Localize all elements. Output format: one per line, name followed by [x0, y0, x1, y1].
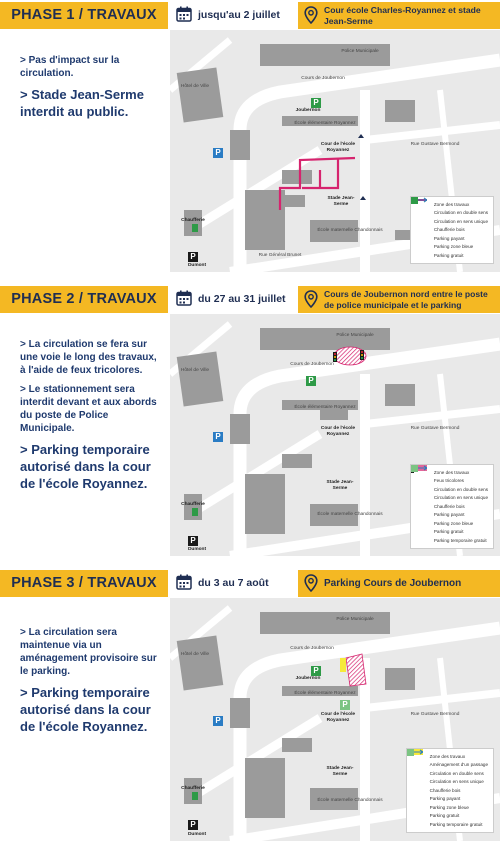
legend-label: Parking zone bleue	[433, 244, 474, 250]
label-cours: Cours de Joubernon	[290, 646, 334, 651]
label-chaufferie: Chaufferie	[181, 218, 205, 223]
label-dumont: Dumont	[187, 263, 207, 268]
traffic-light-icon	[416, 477, 434, 485]
phase-date	[168, 2, 298, 29]
description-paragraph: > Le stationnement sera interdit devant et aux abords du poste de Police Municipale.	[20, 384, 157, 434]
parking-blue-icon	[416, 243, 434, 251]
legend-label: Parking gratuit	[433, 252, 464, 258]
legend-label: Chaufferie bois	[433, 227, 465, 233]
parking-icon: P	[311, 666, 321, 676]
legend-item	[416, 251, 488, 260]
legend-item	[416, 536, 488, 545]
chaufferie-icon	[416, 502, 434, 510]
parking-icon: P	[306, 376, 316, 386]
legend-label: Parking payant	[433, 512, 465, 518]
description-paragraph: > La circulation sera maintenue via un aménagement provisoire sur le parking.	[20, 627, 157, 677]
calendar-icon	[176, 6, 192, 22]
label-hotel: Hôtel de Ville	[180, 84, 210, 89]
parking-black-icon	[416, 234, 434, 242]
label-chaufferie: Chaufferie	[181, 502, 205, 507]
calendar-icon	[176, 574, 192, 590]
label-chaufferie: Chaufferie	[181, 786, 205, 791]
legend-item	[416, 209, 488, 218]
date-text: jusqu'au 2 juillet	[198, 9, 280, 21]
legend-label: Zone des travaux	[433, 201, 470, 207]
date-text: du 27 au 31 juillet	[198, 293, 286, 305]
description-paragraph-highlight: > Stade Jean-Serme interdit au public.	[20, 87, 144, 119]
legend-item	[416, 477, 488, 486]
parking-icon: P	[311, 98, 321, 108]
description-paragraph: > Pas d'impact sur la circulation.	[20, 55, 120, 79]
label-hotel: Hôtel de Ville	[180, 368, 210, 373]
legend-label: Circulation en double sens	[433, 210, 488, 216]
legend-item	[412, 803, 488, 812]
legend-label: Circulation en sens unique	[433, 218, 488, 224]
parking-icon: P	[188, 536, 198, 546]
label-cours: Cours de Joubernon	[301, 76, 345, 81]
legend-label: Zone des travaux	[433, 469, 470, 475]
legend-item	[412, 820, 488, 829]
label-ecole-elem: École élémentaire Royannez	[294, 691, 356, 696]
parking-black-icon	[416, 511, 434, 519]
single-arrow-icon	[412, 778, 430, 786]
phase-title: PHASE 1 / TRAVAUX	[11, 7, 157, 23]
label-police: Police Municipale	[341, 49, 379, 54]
legend-item	[412, 812, 488, 821]
map-legend	[410, 464, 494, 549]
legend-item	[416, 502, 488, 511]
location-text: Parking Cours de Joubernon	[324, 578, 462, 589]
phase-date	[168, 286, 298, 313]
location-pin-icon	[304, 574, 318, 592]
phase-title: PHASE 3 / TRAVAUX	[11, 575, 157, 591]
description-paragraph-highlight: > Parking temporaire autorisé dans la cour de l'école Royannez.	[20, 442, 151, 491]
chaufferie-icon	[416, 226, 434, 234]
legend-label: Chaufferie bois	[429, 787, 461, 793]
phase-1-header	[0, 2, 500, 29]
double-arrow-icon	[416, 485, 434, 493]
parking-black-icon	[412, 795, 430, 803]
legend-label: Parking zone bleue	[429, 804, 469, 810]
parking-icon: P	[188, 820, 198, 830]
phase-3-map	[170, 598, 500, 841]
parking-blue-icon	[412, 803, 430, 811]
location-pin-icon	[304, 290, 318, 308]
label-rue-gustave: Rue Gustave Bermond	[410, 426, 460, 431]
label-joubernon: Joubernon	[295, 676, 321, 681]
label-police: Police Municipale	[336, 617, 374, 622]
parking-blue-icon	[416, 519, 434, 527]
label-cour-ecole: Cour de l'école Royannez	[320, 142, 356, 153]
label-cour-ecole: Cour de l'école Royannez	[320, 426, 356, 437]
chaufferie-icon	[412, 786, 430, 794]
legend-item	[416, 226, 488, 235]
legend-item	[416, 217, 488, 226]
location-text: Cours de Joubernon nord entre le poste de police municipale et le parking	[324, 289, 488, 310]
phase-3-header	[0, 570, 500, 597]
legend-item	[416, 494, 488, 503]
legend-label: Parking zone bleue	[433, 520, 474, 526]
legend-label: Parking payant	[429, 796, 461, 802]
location-text: Cour école Charles-Royannez et stade Jean-Serme	[324, 5, 481, 26]
legend-item	[416, 234, 488, 243]
label-dumont: Dumont	[187, 832, 207, 837]
legend-label: Parking temporaire gratuit	[433, 537, 487, 543]
legend-label: Circulation en double sens	[429, 770, 484, 776]
legend-item	[416, 511, 488, 520]
legend-item	[412, 778, 488, 787]
parking-lightgreen-icon	[412, 820, 430, 828]
legend-label: Parking payant	[433, 235, 465, 241]
phase-location	[298, 570, 500, 597]
label-ecole-mat: École maternelle Chandonnais	[317, 228, 383, 233]
legend-item	[416, 243, 488, 252]
phase-location	[298, 2, 500, 29]
single-arrow-icon	[416, 494, 434, 502]
single-arrow-icon	[416, 217, 434, 225]
date-text: du 3 au 7 août	[198, 577, 269, 589]
parking-icon: P	[188, 252, 198, 262]
double-arrow-icon	[416, 209, 434, 217]
label-hotel: Hôtel de Ville	[180, 652, 210, 657]
legend-label: Circulation en double sens	[433, 486, 488, 492]
legend-item	[412, 761, 488, 770]
phase-3-description	[20, 626, 162, 741]
label-ecole-elem: École élémentaire Royannez	[294, 121, 356, 126]
legend-item	[412, 786, 488, 795]
legend-label: Circulation en sens unique	[433, 495, 488, 501]
description-paragraph: > La circulation se fera sur une voie le long des travaux, à l'aide de feux tricolores.	[20, 339, 157, 376]
parking-green-icon	[416, 528, 434, 536]
map-legend	[406, 748, 494, 833]
label-stade: Stade Jean-Serme	[327, 196, 355, 207]
label-cours: Cours de Joubernon	[290, 362, 334, 367]
legend-label: Parking temporaire gratuit	[429, 821, 483, 827]
phase-title: PHASE 2 / TRAVAUX	[11, 291, 157, 307]
label-rue-gustave: Rue Gustave Bermond	[410, 712, 460, 717]
passage-amenagement	[340, 658, 346, 672]
label-ecole-mat: École maternelle Chandonnais	[317, 512, 383, 517]
description-paragraph-highlight: > Parking temporaire autorisé dans la cour de l'école Royannez.	[20, 685, 151, 734]
label-ecole-elem: École élémentaire Royannez	[294, 405, 356, 410]
parking-green-icon	[416, 251, 434, 259]
label-rue-gustave: Rue Gustave Bermond	[410, 142, 460, 147]
parking-icon: P	[213, 148, 223, 158]
legend-label: Parking gratuit	[429, 813, 460, 819]
location-pin-icon	[304, 6, 318, 24]
label-joubernon: Joubernon	[295, 108, 321, 113]
label-rue-general: Rue Général Brunet	[258, 253, 302, 258]
legend-label: Zone des travaux	[429, 753, 466, 759]
parking-icon: P	[340, 700, 350, 710]
label-stade: Stade Jean-Serme	[326, 766, 354, 777]
label-police: Police Municipale	[336, 333, 374, 338]
legend-item	[416, 519, 488, 528]
parking-lightgreen-icon	[416, 536, 434, 544]
legend-item	[412, 769, 488, 778]
legend-label: Feux tricolores	[433, 478, 464, 484]
legend-item	[412, 752, 488, 761]
phase-2-description	[20, 338, 162, 498]
legend-label: Circulation en sens unique	[429, 779, 484, 785]
legend-label: Parking gratuit	[433, 529, 464, 535]
legend-item	[416, 528, 488, 537]
parking-icon: P	[213, 716, 223, 726]
phase-2-map	[170, 314, 500, 556]
legend-label: Chaufferie bois	[433, 503, 465, 509]
legend-item	[412, 795, 488, 804]
phase-location	[298, 286, 500, 313]
phase-2-header	[0, 286, 500, 313]
legend-label: Aménagement d'un passage	[429, 762, 488, 768]
double-arrow-icon	[412, 769, 430, 777]
legend-item	[416, 485, 488, 494]
label-stade: Stade Jean-Serme	[326, 480, 354, 491]
phase-1-description	[20, 54, 162, 126]
map-legend	[410, 196, 494, 264]
label-ecole-mat: École maternelle Chandonnais	[317, 798, 383, 803]
phase-1-map	[170, 30, 500, 272]
parking-green-icon	[412, 812, 430, 820]
label-dumont: Dumont	[187, 547, 207, 552]
passage-icon	[412, 761, 430, 769]
parking-icon: P	[213, 432, 223, 442]
zone-travaux	[346, 654, 366, 686]
calendar-icon	[176, 290, 192, 306]
phase-date	[168, 570, 298, 597]
label-cour-ecole: Cour de l'école Royannez	[320, 712, 356, 723]
